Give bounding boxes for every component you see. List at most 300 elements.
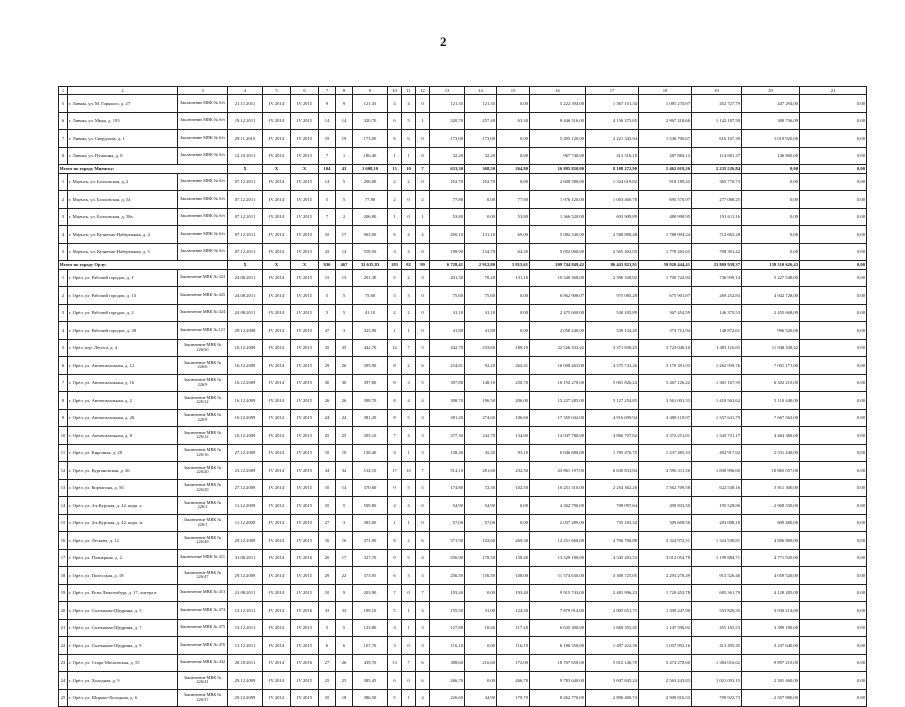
table-cell: г. Орёл, ул. Автовокзальная, д. 16 [68, 374, 178, 392]
table-cell: 277 088,25 [692, 191, 742, 209]
table-cell: 2 [402, 532, 416, 550]
table-cell: 1 085 270,87 [639, 95, 692, 113]
table-cell: 4 [402, 497, 416, 515]
table-cell: 1 [402, 602, 416, 620]
table-cell: 16 [530, 87, 586, 95]
table-cell: 8 [388, 357, 402, 375]
table-cell: 616 167,39 [692, 130, 742, 148]
table-cell: 8 446 516,00 [530, 112, 586, 130]
table-row [59, 689, 867, 707]
table-cell: X [263, 261, 291, 270]
table-cell: 10 [402, 462, 416, 480]
table-cell: 3 389 180,00 [742, 619, 800, 637]
table-cell: IV 2014 [263, 191, 291, 209]
table-cell: 5 110 440,00 [742, 392, 800, 410]
table-cell: 53,80 [430, 208, 465, 226]
table-cell: 1 366 520,00 [530, 208, 586, 226]
table-cell: IV 2014 [263, 243, 291, 261]
table-cell: 967 740,00 [530, 147, 586, 165]
table-cell: 35 [319, 226, 336, 244]
table-cell: IV 2014 [263, 654, 291, 672]
table-cell: Заключение МВК № 226/9 [178, 374, 228, 392]
table-cell: г. Орёл, ул. Широко-Холодная, д. 6 [68, 689, 178, 707]
table-cell: г. Орёл, пер. Лесиса, д. 4 [68, 339, 178, 357]
table-cell: 17 [336, 226, 353, 244]
table-cell: 13 529 180,00 [530, 549, 586, 567]
table-cell: 82 [402, 261, 416, 270]
table-cell: 4 362 790,00 [530, 497, 586, 515]
table-cell: 8 [59, 392, 68, 410]
table-cell: 0 [416, 514, 430, 532]
table-cell: Заключение МВК № б/н [178, 173, 228, 191]
table-cell: 24.08.2011 [228, 287, 263, 305]
table-cell: 373 712,94 [639, 322, 692, 340]
table-cell: 7 [402, 339, 416, 357]
table-cell: 2 563 243,83 [639, 672, 692, 690]
table-cell: 30 [336, 374, 353, 392]
table-cell: 1 668 355,45 [586, 619, 639, 637]
table-cell: 43 [336, 165, 353, 174]
table-cell: 29 [319, 567, 336, 585]
table-cell: 26 [336, 654, 353, 672]
table-cell: 216,60 [465, 654, 497, 672]
table-cell: 232,50 [497, 462, 530, 480]
table-cell: IV 2014 [263, 304, 291, 322]
table-cell: 1 384 016,62 [692, 654, 742, 672]
table-cell: 0,00 [800, 357, 867, 375]
table-cell: 104 [319, 165, 336, 174]
table-cell: 5 052 060,00 [530, 243, 586, 261]
table-cell: 5 [59, 243, 68, 261]
table-row [59, 462, 867, 480]
table-cell: 1 003 460,78 [586, 191, 639, 209]
table-cell: 395,10 [353, 427, 388, 445]
table-cell: 0 [416, 322, 430, 340]
table-cell: 0,00 [465, 672, 497, 690]
table-cell: 1 021 093,15 [692, 672, 742, 690]
table-cell: 4 916 699,94 [586, 409, 639, 427]
table-cell: 108,00 [497, 567, 530, 585]
table-cell: 20 [59, 602, 68, 620]
table-cell: 93,10 [497, 444, 530, 462]
table-cell: 6 [388, 672, 402, 690]
table-cell: 18 767 650,00 [530, 654, 586, 672]
table-cell: 320,70 [353, 112, 388, 130]
table-cell: 5 [388, 689, 402, 707]
table-cell: 4 [416, 689, 430, 707]
table-cell: 0 [402, 584, 416, 602]
table-cell: г. Ливны, ул. Свердлова, д. 1 [68, 130, 178, 148]
table-cell: 509,80 [353, 497, 388, 515]
table-cell: 3 170 391,03 [639, 357, 692, 375]
table-cell: IV 2015 [291, 95, 319, 113]
table-row [59, 339, 867, 357]
table-cell: 19.12.2011 [228, 112, 263, 130]
table-cell: 17 350 042,00 [530, 409, 586, 427]
table-cell: 102,70 [465, 173, 497, 191]
table-cell: 13 [59, 479, 68, 497]
table-cell: 155,50 [430, 602, 465, 620]
table-cell: 0,00 [465, 584, 497, 602]
table-cell: 0,00 [800, 226, 867, 244]
table-cell: 6 [388, 226, 402, 244]
table-cell: 0,00 [800, 672, 867, 690]
table-cell: 6 [416, 654, 430, 672]
table-cell: 4 771 920,00 [742, 549, 800, 567]
table-cell: IV 2015 [291, 514, 319, 532]
table-cell: 413 316,10 [586, 147, 639, 165]
table-cell: 16 [336, 532, 353, 550]
table-cell: Заключение МВК № б/н [178, 130, 228, 148]
table-cell: 124,50 [497, 602, 530, 620]
table-cell: 1 381 167,39 [692, 374, 742, 392]
table-cell: 32,20 [430, 147, 465, 165]
table-cell: 2 [402, 173, 416, 191]
table-cell: 0,00 [800, 637, 867, 655]
table-cell: 1 [402, 514, 416, 532]
table-cell: 35 [319, 689, 336, 707]
table-cell: 0,00 [800, 619, 867, 637]
table-cell: 173,00 [430, 130, 465, 148]
table-cell: 16 152 270,00 [530, 374, 586, 392]
table-cell: IV 2015 [291, 444, 319, 462]
table-cell: 102,70 [430, 173, 465, 191]
table-cell: 3 [416, 444, 430, 462]
table-cell: 3 [416, 567, 430, 585]
table-cell: 7 [416, 584, 430, 602]
table-cell: 0 [416, 287, 430, 305]
table-cell: 9 [59, 409, 68, 427]
table-cell: г. Орёл, ул. Автовокзальная, д. 12 [68, 357, 178, 375]
table-cell: 9 [353, 87, 388, 95]
table-cell: 6 046 680,00 [530, 444, 586, 462]
table-cell: 0 [416, 173, 430, 191]
table-cell: 0,00 [742, 208, 800, 226]
table-cell: 3 [336, 514, 353, 532]
table-cell: IV 2014 [263, 462, 291, 480]
table-cell: 4 345 203,53 [586, 549, 639, 567]
table-cell: 121.35 [430, 95, 465, 113]
table-cell: IV 2014 [263, 444, 291, 462]
table-cell: 24 [336, 409, 353, 427]
table-cell: 139 510 626,43 [742, 261, 800, 270]
table-cell: 15 [497, 87, 530, 95]
table-cell: 131,10 [497, 269, 530, 287]
table-cell: 0 [416, 130, 430, 148]
table-cell: 492 917,92 [692, 444, 742, 462]
table-cell: 7 [319, 208, 336, 226]
table-cell: 3 [416, 409, 430, 427]
table-row [59, 497, 867, 515]
table-cell: 203,90 [353, 584, 388, 602]
table-row [59, 409, 867, 427]
table-cell: г. Орёл, ул. Рабочий городок, д. 13 [68, 287, 178, 305]
table-cell: 117,20 [497, 619, 530, 637]
table-cell: г. Орёл, ул. Лескова, д. 12 [68, 532, 178, 550]
table-cell: 7 667 562,00 [742, 409, 800, 427]
table-cell: 4 [402, 427, 416, 445]
table-cell: 28.10.2011 [228, 654, 263, 672]
table-cell: IV 2016 [291, 549, 319, 567]
table-cell: IV 2015 [291, 112, 319, 130]
table-cell: 99 [416, 261, 430, 270]
table-cell: 17 [586, 87, 639, 95]
table-cell: 107,70 [353, 637, 388, 655]
table-cell: 799 923,73 [692, 689, 742, 707]
table-cell: 92,20 [465, 357, 497, 375]
table-cell: 0,00 [800, 339, 867, 357]
table-cell: 21.08.2011 [228, 584, 263, 602]
table-cell: 2 912,80 [465, 261, 497, 270]
table-cell: 7 [388, 584, 402, 602]
table-row [59, 191, 867, 209]
table-cell: 4 [388, 444, 402, 462]
table-cell: 10 251 310,00 [530, 479, 586, 497]
table-cell: 5 [336, 191, 353, 209]
table-cell: IV 2015 [291, 269, 319, 287]
table-cell: 0,00 [800, 269, 867, 287]
table-cell: 2 908 016,53 [639, 689, 692, 707]
table-cell: IV 2014 [263, 269, 291, 287]
table-row [59, 208, 867, 226]
table-cell: 0,00 [800, 261, 867, 270]
table-cell: 365 770,73 [692, 173, 742, 191]
table-cell: 43 [319, 243, 336, 261]
table-cell: IV 2015 [291, 374, 319, 392]
table-cell: 5 [402, 409, 416, 427]
table-cell: 2 [402, 304, 416, 322]
table-row [59, 567, 867, 585]
table-cell: 13 [430, 87, 465, 95]
table-cell: 70,20 [465, 269, 497, 287]
table-cell: 0,00 [742, 165, 800, 174]
table-cell: 530 105,89 [586, 304, 639, 322]
table-cell: 16.12.2009 [228, 427, 263, 445]
table-cell: 1 [388, 208, 402, 226]
table-cell: IV 2015 [291, 427, 319, 445]
table-cell: 3 237 640,00 [742, 637, 800, 655]
table-cell: 34 [336, 462, 353, 480]
table-row [59, 287, 867, 305]
table-cell: г. Орёл, ул. Корчагина, д. 56 [68, 479, 178, 497]
housing-program-table [58, 86, 867, 707]
table-cell: 367 454,59 [639, 304, 692, 322]
table-cell: г. Орёл, ул. Планерная, д. 2 [68, 549, 178, 567]
table-cell: IV 2014 [263, 479, 291, 497]
table-cell: 41,10 [353, 304, 388, 322]
table-cell: г. Орёл, ул. Кургановская, д. 26 [68, 462, 178, 480]
table-cell: 996 520,00 [742, 322, 800, 340]
table-cell: 0,00 [465, 208, 497, 226]
table-cell: 1 483 116,65 [692, 339, 742, 357]
table-cell: 27.12.2009 [228, 444, 263, 462]
table-cell: 138,40 [353, 444, 388, 462]
table-cell: 32 635,83 [353, 261, 388, 270]
table-cell: 3 408 118,97 [639, 409, 692, 427]
table-cell: 41,80 [465, 322, 497, 340]
table-cell: Заключение МВК № б/н [178, 243, 228, 261]
table-cell: Заключение МВК № 226/16 [178, 444, 228, 462]
table-cell: 509 608,56 [639, 514, 692, 532]
table-cell: 11 574 630,00 [530, 567, 586, 585]
table-cell: 6 [291, 87, 319, 95]
table-cell: г. Орёл, ул. 4-я Курская, д. 42, корп. а [68, 497, 178, 515]
table-cell: IV 2014 [263, 619, 291, 637]
table-cell: 7 [402, 654, 416, 672]
table-cell: 121.35 [353, 95, 388, 113]
table-cell: 29.12.2008 [228, 322, 263, 340]
table-cell: Заключение МВК № 226/29 [178, 479, 228, 497]
table-cell: г. Орёл, ул. Салтыкова-Щедрина, д. 7 [68, 619, 178, 637]
table-cell: IV 2014 [263, 130, 291, 148]
table-cell: 22 [336, 567, 353, 585]
table-cell: 3 372 251,01 [639, 427, 692, 445]
table-cell: IV 2015 [291, 584, 319, 602]
table-cell: 6 [416, 532, 430, 550]
table-cell: 6 [59, 357, 68, 375]
table-cell: 264,80 [497, 165, 530, 174]
table-cell: 33 [336, 602, 353, 620]
table-cell: 1 562 709,58 [639, 479, 692, 497]
table-cell: IV 2014 [263, 287, 291, 305]
table-cell: IV 2015 [291, 339, 319, 357]
table-cell: 1 010 920,00 [742, 130, 800, 148]
table-cell: 19 [319, 130, 336, 148]
table-cell: 20 [319, 549, 336, 567]
table-cell: 25 [59, 689, 68, 707]
table-cell: 3 815,61 [497, 261, 530, 270]
table-cell: 0 [402, 191, 416, 209]
table-cell: 22 [59, 637, 68, 655]
table-cell: 558,50 [353, 243, 388, 261]
table-cell: 7 879 914,00 [530, 602, 586, 620]
table-cell: г. Орёл, ул. Автовокзальная, д. 2 [68, 392, 178, 410]
table-cell: 0,00 [497, 304, 530, 322]
table-cell: 1 343 731,17 [692, 427, 742, 445]
table-cell: 2 254 362,26 [586, 479, 639, 497]
table-cell: 8 [388, 532, 402, 550]
table-cell: г. Орёл, ул. Салтыкова-Щедрина, д. 9 [68, 637, 178, 655]
table-cell: г. Ливны, ул. Пушкина, д. 8 [68, 147, 178, 165]
table-cell: 5 012 146,70 [586, 654, 639, 672]
table-cell: 16.12.2009 [228, 357, 263, 375]
table-cell: 195 528,86 [692, 497, 742, 515]
table-cell: 26 [336, 392, 353, 410]
table-cell: 12 [416, 87, 430, 95]
table-cell: 201,30 [353, 269, 388, 287]
table-cell: 206,00 [353, 173, 388, 191]
table-cell: 57,00 [465, 514, 497, 532]
table-cell: 146 860,00 [742, 147, 800, 165]
table-cell: 3 474 278,60 [639, 654, 692, 672]
table-cell: IV 2015 [291, 130, 319, 148]
table-cell: IV 2014 [263, 173, 291, 191]
table-cell: 30 [319, 374, 336, 392]
table-cell: 198,90 [430, 243, 465, 261]
table-cell: IV 2015 [291, 497, 319, 515]
table-cell: 6 [336, 637, 353, 655]
table-cell: 0,00 [742, 226, 800, 244]
table-cell: 29.12.2009 [228, 672, 263, 690]
table-cell: г. Мценск, ул. Болховская, д. 58а [68, 208, 178, 226]
table-row [59, 532, 867, 550]
table-cell: 5 127 254,85 [586, 392, 639, 410]
table-row [59, 173, 867, 191]
table-cell: 7 [319, 87, 336, 95]
table-cell: 34 [319, 462, 336, 480]
table-cell: 7 [416, 165, 430, 174]
table-cell: 442,70 [430, 339, 465, 357]
table-row [59, 130, 867, 148]
table-cell: 5 [319, 287, 336, 305]
table-cell: 0 [402, 637, 416, 655]
table-cell: 480 998,95 [639, 208, 692, 226]
table-cell: IV 2014 [263, 339, 291, 357]
table-cell: 0,00 [742, 243, 800, 261]
table-cell: 29.11.2010 [228, 130, 263, 148]
table-cell: 8 [388, 409, 402, 427]
table-cell: 4 596 311,56 [639, 462, 692, 480]
table-cell: 41,80 [430, 322, 465, 340]
table-cell: 3 308 725,05 [586, 567, 639, 585]
table-cell: IV 2014 [263, 427, 291, 445]
table-cell: 17 [59, 549, 68, 567]
table-cell: 963,00 [353, 226, 388, 244]
table-cell: 3 [416, 427, 430, 445]
table-cell: 0,00 [800, 654, 867, 672]
table-cell: 514,10 [430, 462, 465, 480]
table-cell: 226,60 [430, 689, 465, 707]
table-cell: 10,60 [465, 619, 497, 637]
table-cell: 370,60 [353, 479, 388, 497]
table-cell: 1 830 996,60 [692, 462, 742, 480]
table-row [59, 112, 867, 130]
table-cell: 2 [416, 191, 430, 209]
table-cell: IV 2014 [263, 497, 291, 515]
table-cell: 5 [336, 304, 353, 322]
table-cell: 3 [59, 208, 68, 226]
table-cell: 5 [336, 287, 353, 305]
table-cell: Заключение МВК № 475 [178, 619, 228, 637]
table-cell: 24.08.2011 [228, 304, 263, 322]
table-cell: 6 630 833,84 [586, 462, 639, 480]
table-cell: 63,30 [497, 112, 530, 130]
table-cell: 397,80 [353, 374, 388, 392]
table-cell: 14 251 660,00 [530, 532, 586, 550]
table-cell: Заключение МВК № 476 [178, 637, 228, 655]
table-cell: 5 [402, 112, 416, 130]
table-cell: 4 806 800,00 [742, 532, 800, 550]
table-cell: 1 [59, 173, 68, 191]
table-cell: 4 [59, 226, 68, 244]
table-cell: 0,00 [800, 584, 867, 602]
table-cell: 708 097,64 [586, 497, 639, 515]
table-cell: 69,00 [497, 226, 530, 244]
table-cell: Заключение МВК № 226/1 [178, 497, 228, 515]
table-cell: г. Орёл, ул. Автовокзальная, д. 20 [68, 409, 178, 427]
table-cell: 27.12.2009 [228, 479, 263, 497]
table-cell: 3 723 048,10 [639, 339, 692, 357]
table-cell: 3 697 845,24 [586, 672, 639, 690]
table-cell: 1 [336, 147, 353, 165]
table-cell: 2 [68, 87, 178, 95]
table-cell: 18 [59, 567, 68, 585]
table-cell: 0,00 [497, 147, 530, 165]
table-cell: 13.12.2011 [228, 619, 263, 637]
table-cell: 15 [59, 514, 68, 532]
table-cell: 2 501 460,00 [742, 672, 800, 690]
table-cell: г. Орёл, ул. Салтыкова-Щедрина, д. 5 [68, 602, 178, 620]
